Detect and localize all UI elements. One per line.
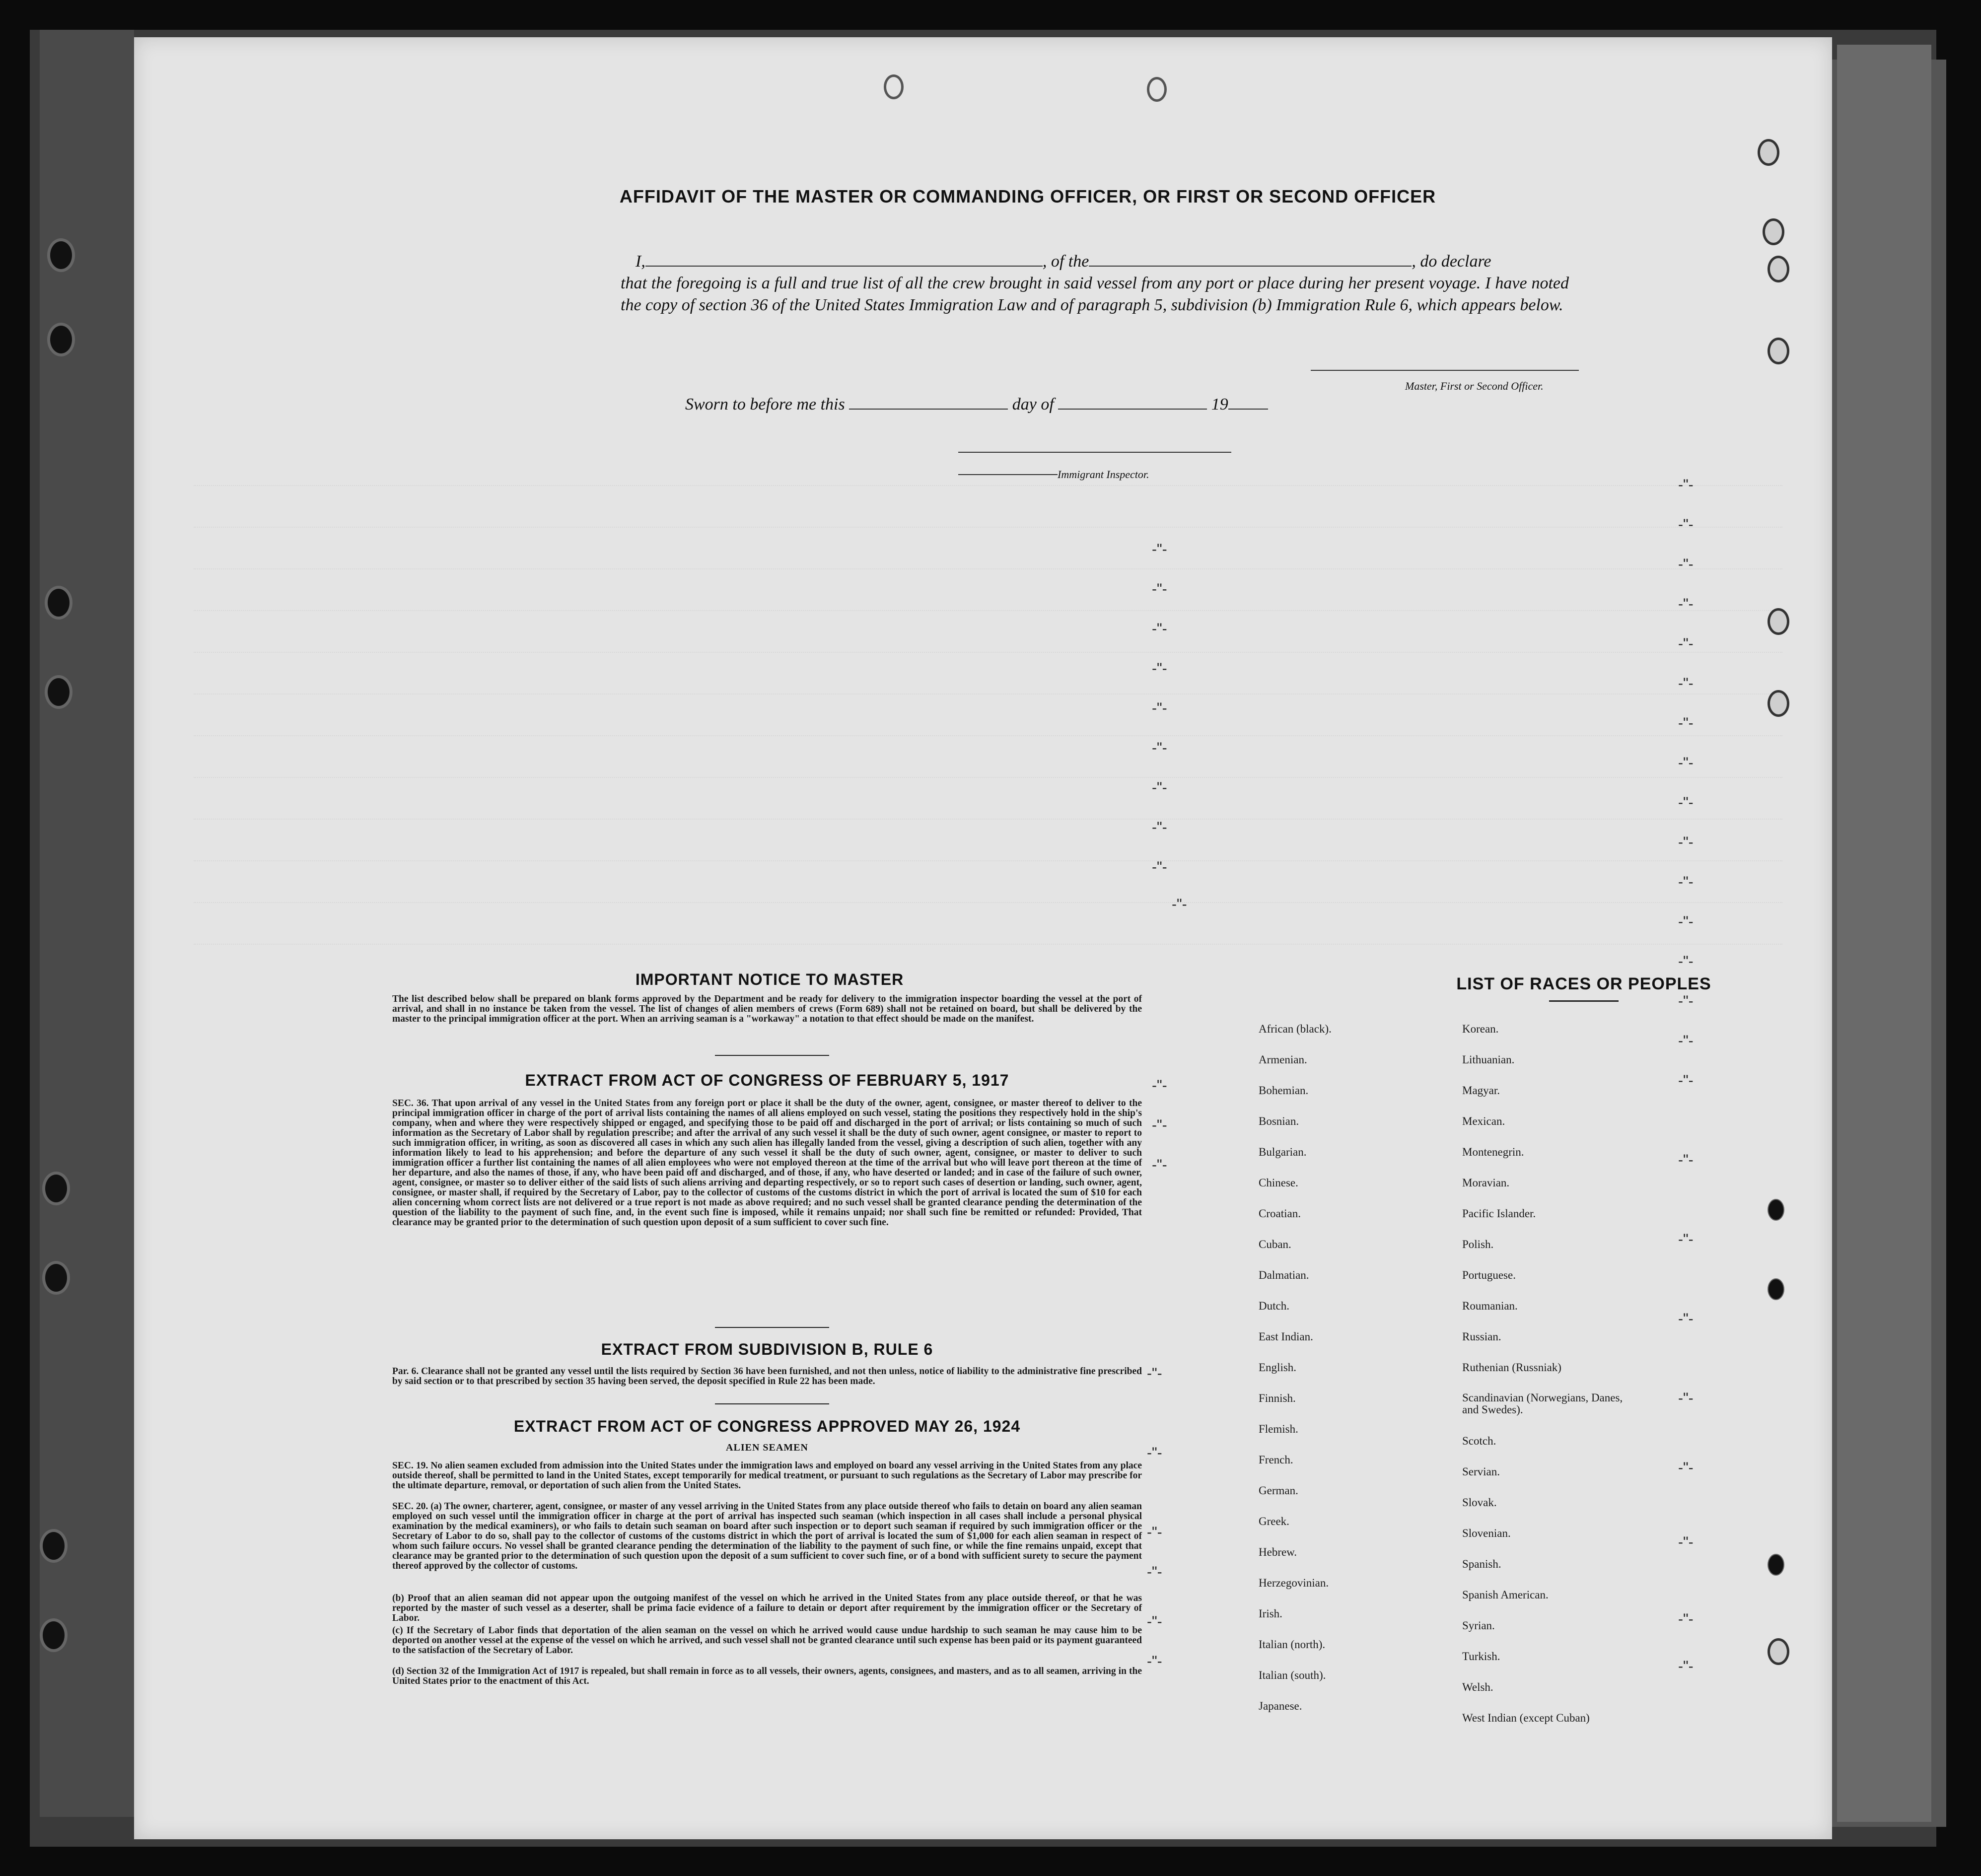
ditto-mark: -"-	[1152, 1077, 1167, 1094]
ditto-mark: -"-	[1147, 1613, 1162, 1630]
race-item: Ruthenian (Russniak)	[1462, 1361, 1561, 1374]
extract-1924-sec19: SEC. 19. No alien seamen excluded from admission into the United States under the immigration laws and employed on board any vessel arriving in the United States from any place outside thereof, shall be permitted to land in the United States, except temporarily for medical treatment, or pursuant to such regulations as the Secretary of Labor may prescribe for the ultimate departure, removal, or deportation of such alien from the United States.	[392, 1460, 1142, 1491]
race-item: French.	[1259, 1454, 1293, 1466]
race-item: Dalmatian.	[1259, 1269, 1309, 1281]
binder-ring-icon	[45, 675, 72, 709]
race-item: Herzegovinian.	[1259, 1577, 1329, 1589]
race-item: Armenian.	[1259, 1053, 1307, 1066]
race-item: Polish.	[1462, 1238, 1494, 1251]
race-item: Welsh.	[1462, 1681, 1493, 1693]
race-item: Croatian.	[1259, 1207, 1301, 1220]
extract-1924-subtitle: ALIEN SEAMEN	[726, 1442, 808, 1453]
document-page	[134, 37, 1832, 1839]
extract-1924-sec20d: (d) Section 32 of the Immigration Act of 1917 is repealed, but shall remain in force as to all vessels, their owners, agents, consignees, and masters, and as to all seamen, arriving in the United States prior to the enactment of this Act.	[392, 1666, 1142, 1686]
binder-ring-icon	[45, 586, 72, 620]
sworn-year-blank-field[interactable]	[1228, 395, 1268, 410]
day-of-text: day of	[1012, 395, 1054, 414]
race-item: Montenegrin.	[1462, 1146, 1524, 1158]
race-item: Finnish.	[1259, 1392, 1296, 1404]
ditto-mark: -"-	[1678, 1390, 1694, 1406]
race-item: Hebrew.	[1259, 1546, 1297, 1558]
ditto-mark: -"-	[1152, 700, 1167, 716]
race-item: English.	[1259, 1361, 1297, 1374]
races-title: LIST OF RACES OR PEOPLES	[1456, 974, 1711, 993]
sworn-text: Sworn to before me this	[685, 395, 845, 414]
race-item: Portuguese.	[1462, 1269, 1516, 1281]
affidavit-body: that the foregoing is a full and true list of all the crew brought in said vessel from any port or place during her present voyage. I have noted the copy of section 36 of the United States Immigration Law and of paragraph 5, subdivision (b) Immigration Rule 6, which appears below.	[621, 274, 1569, 314]
ditto-mark: -"-	[1152, 779, 1167, 796]
ditto-mark: -"-	[1678, 1658, 1694, 1674]
ditto-mark: -"-	[1678, 913, 1694, 930]
ditto-mark: -"-	[1678, 477, 1694, 493]
punch-hole-icon	[1768, 338, 1789, 364]
race-item: Bosnian.	[1259, 1115, 1299, 1127]
extract-rule6-text: Par. 6. Clearance shall not be granted any vessel until the lists required by Section 36 have been furnished, and not then unless, notice of liability to the administrative fine prescribed by said section or to that prescribed by section 35 having been served, the deposit specified in Rule 22 has been made.	[392, 1366, 1142, 1387]
ditto-mark: -"-	[1678, 1152, 1694, 1168]
binder-ring-icon	[40, 1529, 68, 1563]
binder-ring-icon	[40, 1618, 68, 1652]
ditto-mark: -"-	[1678, 834, 1694, 850]
extract-1924-title: EXTRACT FROM ACT OF CONGRESS APPROVED MAY 26, 1924	[513, 1417, 1021, 1435]
race-item: Bohemian.	[1259, 1084, 1309, 1097]
affidavit-of-the: , of the	[1042, 252, 1089, 271]
extract-1917-title: EXTRACT FROM ACT OF CONGRESS OF FEBRUARY 5, 1917	[525, 1071, 1009, 1089]
sworn-day-blank-field[interactable]	[849, 395, 1008, 410]
ditto-mark: -"-	[1678, 953, 1694, 970]
race-item: Spanish.	[1462, 1558, 1501, 1570]
ditto-mark: -"-	[1678, 1611, 1694, 1627]
binder-ring-icon	[42, 1172, 70, 1205]
ditto-mark: -"-	[1678, 874, 1694, 890]
ditto-mark: -"-	[1152, 621, 1167, 637]
name-blank-field[interactable]	[645, 252, 1043, 267]
ditto-mark: -"-	[1678, 1459, 1694, 1476]
ditto-mark: -"-	[1152, 819, 1167, 835]
race-item: Slovak.	[1462, 1496, 1497, 1509]
race-item: Moravian.	[1462, 1177, 1510, 1189]
page-stack-edge-outer	[1837, 45, 1931, 1822]
ditto-mark: -"-	[1147, 1445, 1162, 1461]
ditto-mark: -"-	[1147, 1365, 1162, 1382]
year-prefix: 19	[1211, 395, 1228, 414]
race-item: Spanish American.	[1462, 1589, 1549, 1601]
race-item: German.	[1259, 1484, 1298, 1497]
extract-1924-sec20b: (b) Proof that an alien seaman did not appear upon the outgoing manifest of the vessel on which he arrived in the United States from any place outside thereof, or that he was reported by the master of such vessel as a deserter, shall be prima facie evidence of a failure to detain or deport after requirement by the immigration officer or the Secretary of Labor.	[392, 1593, 1142, 1623]
race-item: Greek.	[1259, 1515, 1289, 1528]
extract-1924-sec20c: (c) If the Secretary of Labor finds that deportation of the alien seaman on the vessel on which he arrived would cause undue hardship to such seaman he may cause him to be deported on another vessel at the expense of the vessel on which he arrived, and such vessel shall not be granted clearance until such expense has been paid or its payment guaranteed to the satisfaction of the Secretary of Labor.	[392, 1625, 1142, 1656]
race-item: Dutch.	[1259, 1300, 1289, 1312]
binder-ring-icon	[42, 1261, 70, 1295]
race-item: West Indian (except Cuban)	[1462, 1712, 1590, 1724]
race-item: Cuban.	[1259, 1238, 1291, 1251]
binder-ring-icon	[47, 238, 75, 272]
race-item: East Indian.	[1259, 1330, 1313, 1343]
race-item: Italian (north).	[1259, 1638, 1326, 1651]
extract-1917-text: SEC. 36. That upon arrival of any vessel in the United States from any foreign port or place it shall be the duty of the owner, agent, consignee, or master thereof to deliver to the principal immigration officer in charge of the port of arrival lists containing the names of all aliens employed on such vessel, stating the positions they respectively hold in the ship's company, when and where they were respectively shipped or engaged, and specifying those to be paid off and discharged in the port of arrival; or lists containing so much of such information as the Secretary of Labor shall by regulation prescribe; and after the arrival of any such vessel it shall be the duty of such owner, agent consignee, or master to report to such immigration officer, in writing, as soon as discovered all cases in which any such alien has illegally landed from the vessel, giving a description of such alien, together with any information likely to lead to his apprehension; and before the departure of any such vessel it shall be the duty of such owner, agent, consignee, or master to deliver to such immigration officer a further list containing the names of all alien employees who were not employed thereon at the time of the arrival but who will leave port thereon at the time of her departure, and also the names of those, if any, who have been paid off and discharged, and of those, if any, who have deserted or landed; and in case of the failure of such owner, agent, consignee, or master so to deliver either of the said lists of such aliens arriving and departing respectively, or so to report such cases of desertion or landing, such owner, agent, consignee, or master shall, if required by the Secretary of Labor, pay to the collector of customs of the customs district in which the port of arrival is located the sum of $10 for each alien concerning whom correct lists are not delivered or a true report is not made as above required; and no such vessel shall be granted clearance pending the determination of the question of the liability to the payment of such fine, and, in the event such fine is imposed, while it remains unpaid; nor shall such fine be remitted or refunded: Provided, That clearance may be granted prior to the determination of such question upon deposit of a sum sufficient to cover such fine.	[392, 1098, 1142, 1228]
ditto-mark: -"-	[1678, 794, 1694, 811]
ditto-mark: -"-	[1152, 859, 1167, 875]
divider	[715, 1327, 829, 1328]
ditto-mark: -"-	[1678, 715, 1694, 731]
notice-title: IMPORTANT NOTICE TO MASTER	[635, 971, 904, 988]
ditto-mark: -"-	[1678, 1231, 1694, 1248]
race-item: Servian.	[1462, 1465, 1500, 1478]
punch-hole-icon	[1763, 218, 1784, 245]
affidavit-do-declare: , do declare	[1412, 252, 1491, 271]
race-item: Scandinavian (Norwegians, Danes, and Swedes).	[1462, 1391, 1623, 1416]
ditto-mark: -"-	[1678, 556, 1694, 572]
punch-hole-icon	[1147, 77, 1167, 102]
ditto-mark: -"-	[1147, 1564, 1162, 1580]
race-item: Scotch.	[1462, 1435, 1496, 1447]
ditto-mark: -"-	[1678, 1311, 1694, 1327]
race-item: Slovenian.	[1462, 1527, 1511, 1539]
extract-1924-sec20a: SEC. 20. (a) The owner, charterer, agent, consignee, or master of any vessel arriving in the United States from any place outside thereof who fails to detain on board any alien seaman employed on such vessel until the immigration officer in charge at the port of arrival has inspected such seaman (which inspection in all cases shall include a personal physical examination by the medical examiners), or who fails to detain such seaman on board after such inspection or to deport such seaman if required by such immigration officer or the Secretary of Labor to do so, shall pay to the collector of customs of the customs district in which the port of arrival is located the sum of $1,000 for each alien seaman in respect of whom such failure occurs. No vessel shall be granted clearance pending the determination of the liability to the payment of such fine, or while the fine remains unpaid, except that clearance may be granted prior to the determination of such question upon the deposit of a sum sufficient to cover such fine, or of a bond with sufficient surety to secure the payment thereof approved by the collector of customs.	[392, 1501, 1142, 1571]
ditto-mark: -"-	[1678, 993, 1694, 1009]
race-item: Syrian.	[1462, 1619, 1495, 1632]
affidavit-i: I,	[636, 252, 645, 271]
ditto-mark: -"-	[1678, 596, 1694, 612]
ditto-mark: -"-	[1152, 740, 1167, 756]
ditto-mark: -"-	[1678, 675, 1694, 692]
race-item: Pacific Islander.	[1462, 1207, 1536, 1220]
race-item: Japanese.	[1259, 1700, 1302, 1712]
ditto-mark: -"-	[1172, 896, 1187, 912]
punch-hole-icon	[884, 74, 904, 99]
divider	[1549, 1000, 1619, 1002]
race-item: Bulgarian.	[1259, 1146, 1307, 1158]
race-item: Magyar.	[1462, 1084, 1500, 1097]
inspector-signature-blank-field[interactable]	[958, 452, 1231, 453]
ditto-mark: -"-	[1678, 755, 1694, 771]
ditto-mark: -"-	[1678, 1072, 1694, 1089]
race-item: Irish.	[1259, 1607, 1282, 1620]
notice-text: The list described below shall be prepared on blank forms approved by the Department and be ready for delivery to the immigration inspector boarding the vessel at the port of arrival, and shall in no instance be taken from the vessel. The list of changes of alien members of crews (Form 689) shall not be retained on board, but shall be delivered by the master to the principal immigration officer at the port. When an arriving seaman is a "workaway" a notation to that effect should be made on the manifest.	[392, 994, 1142, 1024]
ditto-mark: -"-	[1678, 516, 1694, 533]
inspector-signature-blank-field-2[interactable]	[958, 474, 1058, 475]
race-item: Flemish.	[1259, 1423, 1298, 1435]
divider	[715, 1055, 829, 1056]
affidavit-title: AFFIDAVIT OF THE MASTER OR COMMANDING OFFICER, OR FIRST OR SECOND OFFICER	[619, 186, 1436, 207]
ditto-mark: -"-	[1152, 581, 1167, 597]
divider	[715, 1403, 829, 1404]
ditto-mark: -"-	[1678, 1033, 1694, 1049]
vessel-blank-field[interactable]	[1089, 252, 1412, 267]
ditto-mark: -"-	[1152, 1157, 1167, 1173]
race-item: Mexican.	[1462, 1115, 1505, 1127]
punch-hole-icon	[1758, 139, 1779, 166]
binder-ring-icon	[47, 323, 75, 356]
race-item: Roumanian.	[1462, 1300, 1518, 1312]
ditto-mark: -"-	[1147, 1653, 1162, 1669]
race-item: African (black).	[1259, 1023, 1332, 1035]
extract-rule6-title: EXTRACT FROM SUBDIVISION B, RULE 6	[601, 1340, 933, 1358]
race-item: Lithuanian.	[1462, 1053, 1515, 1066]
ditto-mark: -"-	[1147, 1524, 1162, 1540]
ditto-mark: -"-	[1152, 541, 1167, 557]
sworn-month-blank-field[interactable]	[1058, 395, 1207, 410]
affidavit-text	[621, 251, 1569, 316]
punch-hole-icon	[1768, 256, 1789, 282]
race-item: Italian (south).	[1259, 1669, 1326, 1681]
ditto-mark: -"-	[1152, 1117, 1167, 1133]
signature-blank-field[interactable]	[1311, 370, 1579, 371]
race-item: Russian.	[1462, 1330, 1501, 1343]
race-item: Korean.	[1462, 1023, 1499, 1035]
race-item: Turkish.	[1462, 1650, 1500, 1663]
race-item: Chinese.	[1259, 1177, 1298, 1189]
sworn-line	[685, 395, 1268, 414]
ditto-mark: -"-	[1678, 635, 1694, 652]
ditto-mark: -"-	[1678, 1534, 1694, 1550]
signature-label: Master, First or Second Officer.	[1405, 380, 1544, 392]
ditto-mark: -"-	[1152, 660, 1167, 677]
inspector-label: Immigrant Inspector.	[1058, 468, 1149, 481]
